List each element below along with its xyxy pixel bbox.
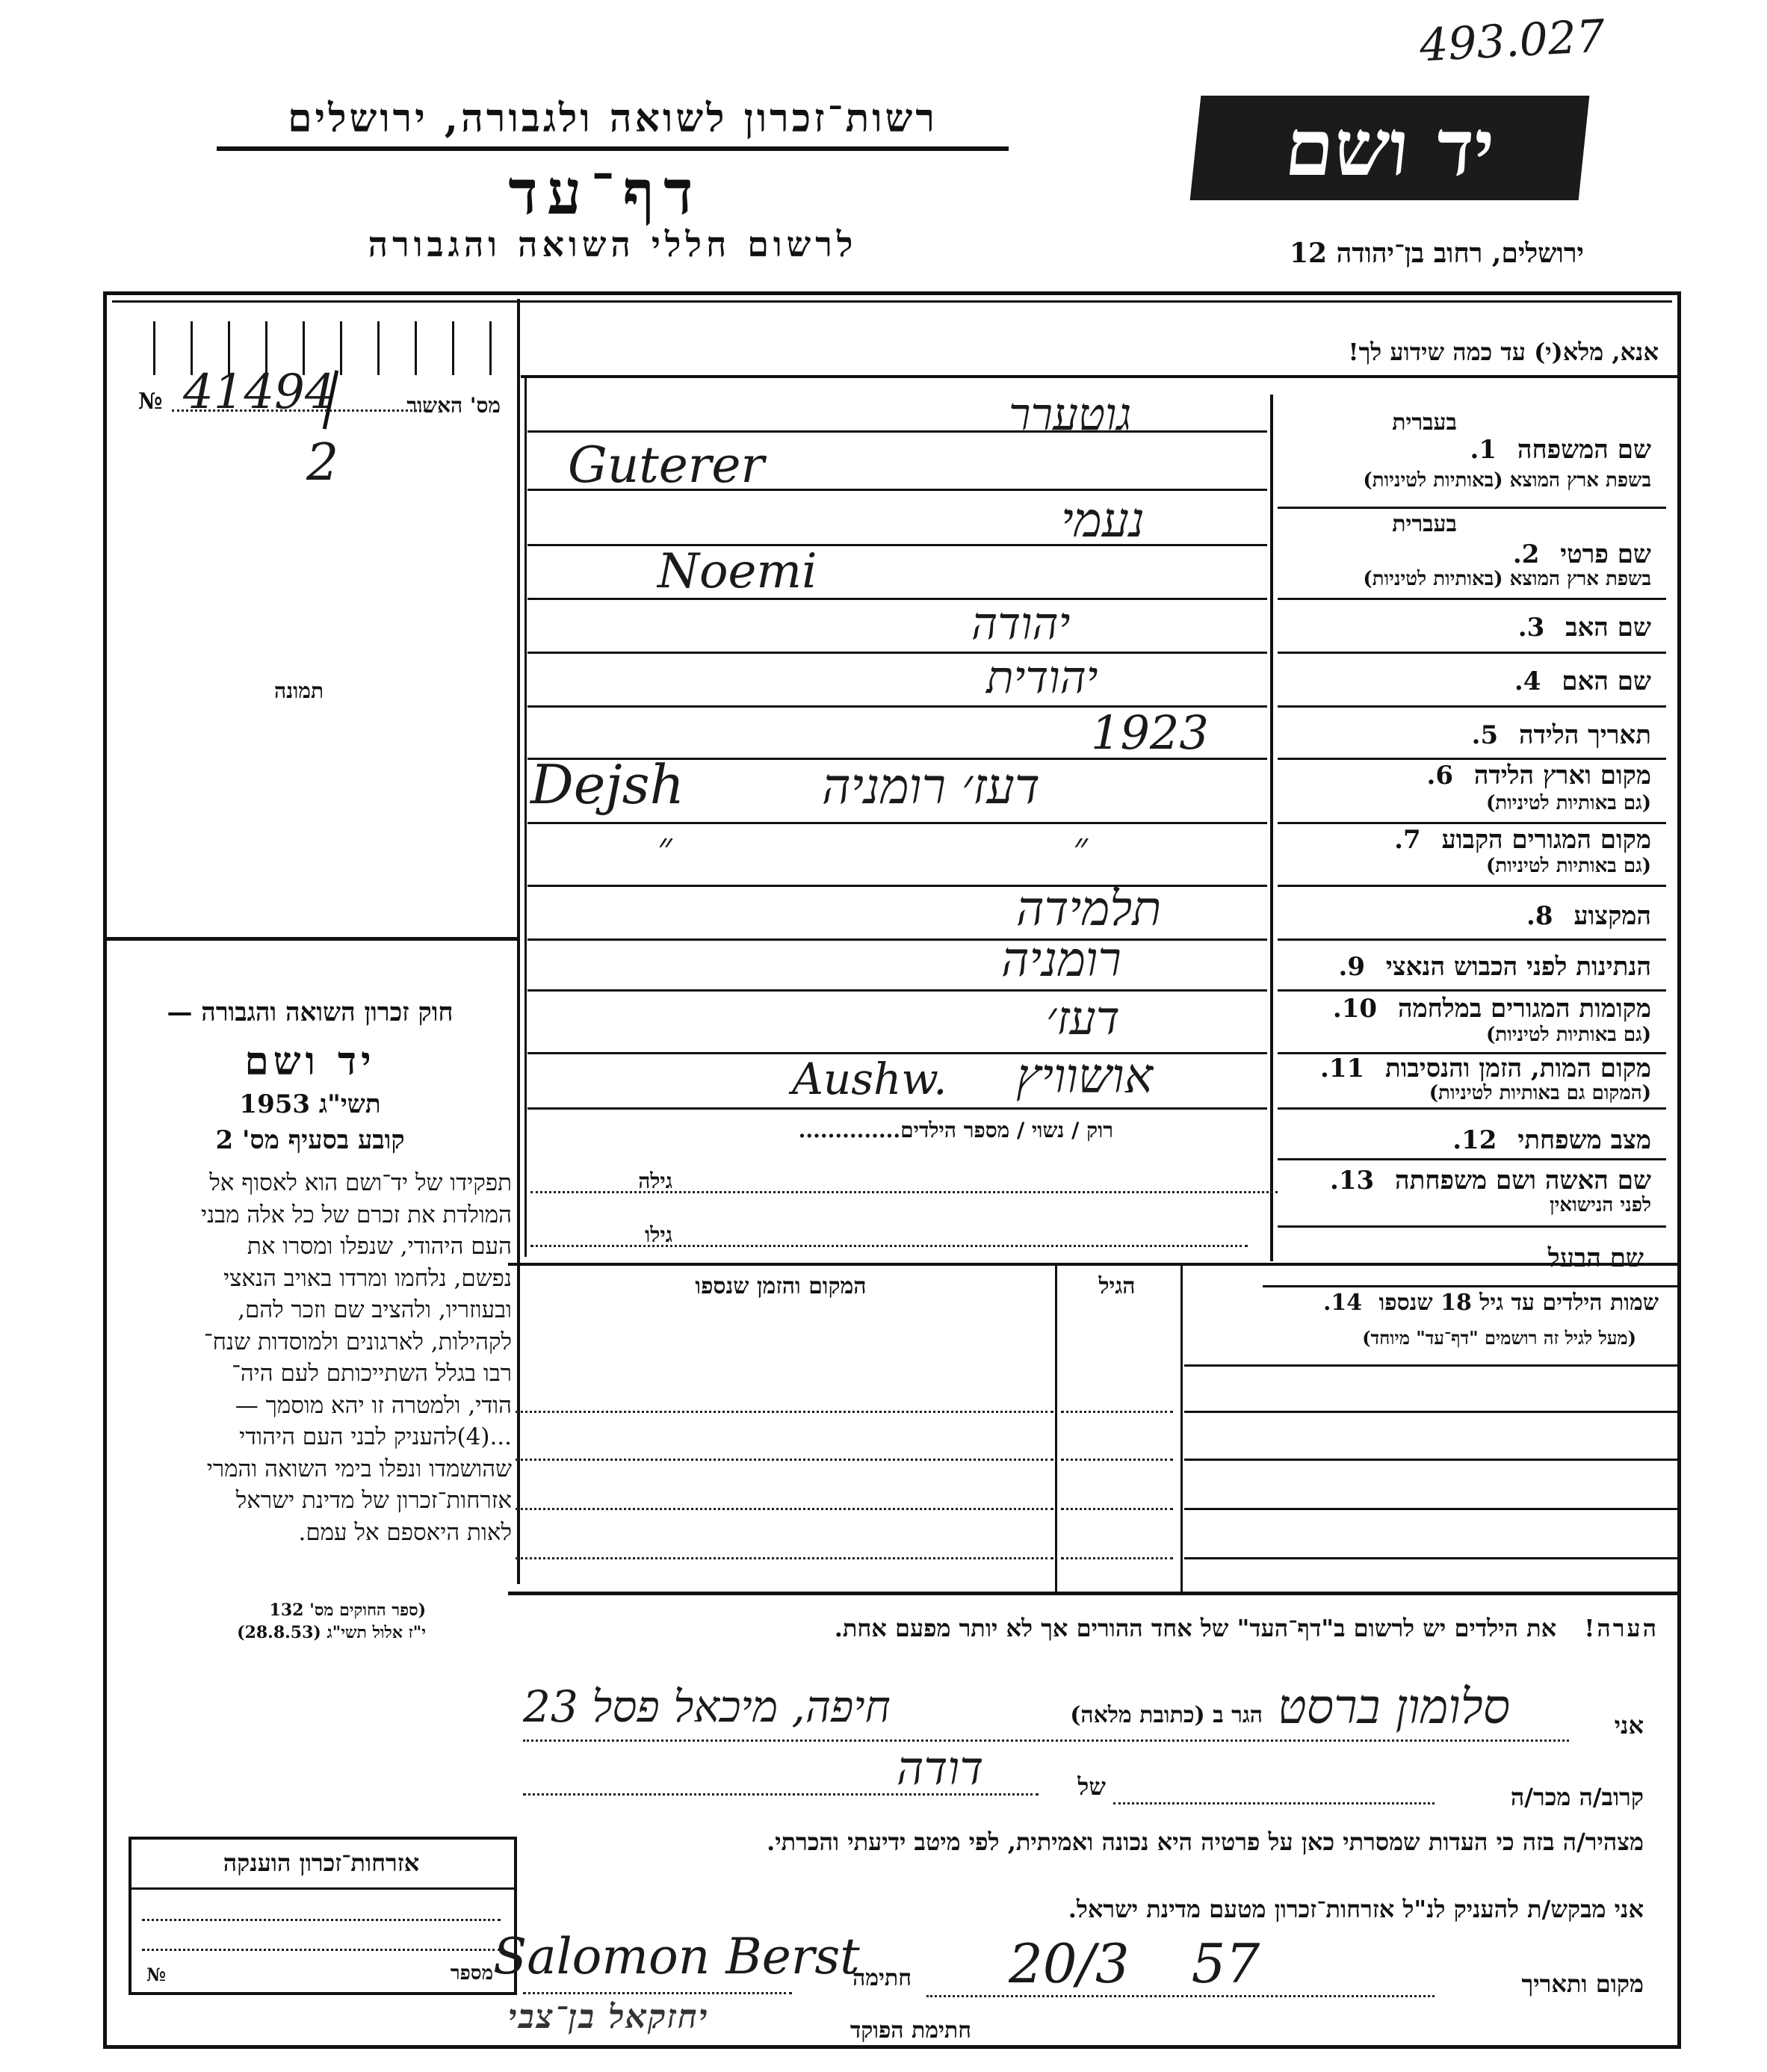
decl-ani: אני — [1614, 1711, 1644, 1739]
field-1-label-text: שם המשפחה — [1517, 435, 1651, 465]
answer-line — [527, 822, 1267, 824]
field-8-label-text: המקצוע — [1573, 901, 1651, 931]
field-1-value-hebrew: גוטערר — [1009, 389, 1132, 441]
children-label — [1188, 1290, 1659, 1316]
answer-line — [527, 1107, 1267, 1110]
field-10-sub: (גם באותיות לטיניות) — [1485, 1024, 1651, 1046]
law-text-line: המולדת את זכרם של כל אלה מבני — [200, 1201, 512, 1228]
field-6-value: דעז׳ רומניה — [822, 758, 1040, 815]
field-6-label — [1278, 761, 1651, 791]
children-col-a — [1055, 1263, 1057, 1592]
field-7-label-text: מקום המגורים הקבוע — [1441, 825, 1651, 855]
law-title: חוק זכרון השואה והגבורה — — [167, 998, 454, 1027]
official-label: חתימת הפוקד — [850, 2017, 971, 2044]
law-text-line: לקהילות, לארגונים ולמוסדות שנח־ — [203, 1328, 512, 1355]
row-sep — [1278, 1225, 1666, 1228]
instructions-line — [521, 375, 1677, 378]
children-row-dots — [1061, 1459, 1173, 1461]
field-9-label — [1278, 952, 1651, 982]
approval-number-suffix: 2 — [306, 433, 339, 492]
row-sep — [1278, 598, 1666, 600]
answer-left-border — [524, 378, 527, 1257]
law-name: יד ושם — [244, 1039, 376, 1084]
row-sep — [1278, 507, 1666, 509]
citizenship-box-symbol: № — [146, 1964, 167, 1985]
decl-relation-value: דודה — [897, 1741, 984, 1796]
children-header-line — [1184, 1364, 1677, 1367]
law-text-line: תפקידו של יד־ושם הוא לאסוף אל — [209, 1169, 512, 1196]
law-reference-2: י"ז אלול תשי"ג (28.8.53) — [237, 1623, 426, 1642]
field-13-label — [1278, 1166, 1651, 1196]
field-2-value-hebrew: נעמי — [1061, 493, 1145, 548]
field-11-value-latin: Aushw. — [792, 1054, 947, 1104]
field-2-label-text: שם פרטי — [1560, 539, 1651, 569]
field-7-number: 7. — [1394, 825, 1421, 855]
field-2-label — [1278, 539, 1651, 569]
field-2-extra: בעברית — [1392, 511, 1457, 537]
tick-1 — [153, 321, 155, 375]
answer-line — [527, 430, 1267, 433]
children-row-dots — [516, 1508, 1053, 1510]
law-text-line: שהושמדו ונפלו בימי השואה והמרי — [206, 1455, 512, 1482]
law-text-line: רבו בגלל השתייכותם לעם היה־ — [231, 1360, 512, 1387]
husband-name-label: שם הבעל — [1547, 1243, 1644, 1273]
field-11-sub: (המקום גם באותיות לטיניות) — [1429, 1082, 1651, 1104]
field-11-label-text: מקום המות, הזמן והנסיבות — [1384, 1054, 1651, 1083]
field-1-extra: בעברית — [1392, 409, 1457, 436]
law-text-line: הודי, ולמטרה זו יהא מוסמך — — [235, 1391, 512, 1419]
field-12-options: רוק / נשוי / מספר הילדים.............. — [798, 1118, 1113, 1142]
field-13-sub: לפני הנישואין — [1549, 1194, 1651, 1216]
children-top — [508, 1263, 1677, 1266]
field-5-number: 5. — [1471, 720, 1499, 750]
field-8-label — [1278, 901, 1651, 931]
decl-line-3 — [926, 1995, 1435, 1997]
law-text-line: העם היהודי, שנפלו ומסרו את — [247, 1233, 512, 1260]
row-sep — [1278, 1158, 1666, 1160]
field-12-label — [1278, 1125, 1651, 1155]
decl-line-2b — [523, 1793, 1039, 1796]
frame-top-double — [112, 300, 1672, 303]
children-row-dots — [1061, 1411, 1173, 1413]
decl-name: סלומון ברסט — [1278, 1680, 1511, 1735]
answer-line — [527, 938, 1267, 941]
logo-text: יד ושם — [1281, 102, 1499, 194]
note-text: את הילדים יש לרשום ב"דף־העד" של אחד ההורים אך לא יותר מפעם אחת. — [834, 1614, 1557, 1642]
field-2-value-latin: Noemi — [657, 544, 817, 599]
field-13-label-text: שם האשה ושם משפחתה — [1395, 1166, 1651, 1196]
field-7-sub: (גם באותיות לטיניות) — [1485, 855, 1651, 877]
field-9-value: רומניה — [1001, 933, 1121, 988]
field-3-label — [1278, 613, 1651, 643]
number-symbol: № — [138, 389, 163, 415]
address: ירושלים, רחוב בן־יהודה 12 — [1289, 238, 1584, 269]
field-1-value-latin: Guterer — [568, 436, 764, 494]
field-11-number: 11. — [1319, 1054, 1365, 1083]
decl-signature-value: Salomon Berst — [493, 1928, 860, 1985]
field-5-label-text: תאריך הלידה — [1518, 720, 1651, 750]
children-row-line — [1184, 1459, 1677, 1461]
field-6-label-text: מקום וארץ הלידה — [1473, 761, 1651, 791]
tick-10 — [489, 321, 492, 375]
field-13-age-wife: גילה — [638, 1169, 672, 1193]
field-3-label-text: שם האב — [1565, 613, 1651, 643]
decl-request: אני מבקש/ת להעניק לנ"ל אזרחות־זכרון מטעם מדינת ישראל. — [1068, 1895, 1644, 1923]
citizenship-box-dots-2 — [142, 1949, 501, 1951]
instructions: אנא, מלא(י) עד כמה שידוע לך! — [1348, 338, 1659, 366]
field-6-value-latin: Dejsh — [530, 753, 684, 816]
children-row-dots — [1061, 1508, 1173, 1510]
field-10-label — [1278, 994, 1651, 1024]
children-row-line — [1184, 1508, 1677, 1510]
law-section: קובע בסעיף מס' 2 — [215, 1125, 405, 1155]
field-10-label-text: מקומות המגורים במלחמה — [1397, 994, 1651, 1024]
field-2-sub: בשפת ארץ המוצא (באותיות לטיניות) — [1363, 568, 1651, 590]
decl-of: של — [1077, 1772, 1106, 1801]
field-12-number: 12. — [1452, 1125, 1497, 1155]
field-1-label — [1278, 435, 1651, 465]
children-label-text: שמות הילדים עד גיל 18 שנספו — [1378, 1290, 1659, 1316]
children-row-dots — [516, 1557, 1053, 1559]
law-text-line: אזרחות־זכרון של מדינת ישראל — [235, 1487, 512, 1514]
field-4-number: 4. — [1514, 667, 1541, 696]
decl-relation: קרוב/ה מכר/ה — [1510, 1783, 1644, 1811]
children-row-dots — [1061, 1557, 1173, 1559]
law-reference-1: (ספר החוקים מס' 132 — [269, 1601, 426, 1620]
wife-dots — [530, 1191, 1278, 1193]
field-2-number: 2. — [1512, 539, 1540, 569]
decl-address: חיפה, מיכאל פסל 23 — [523, 1681, 891, 1732]
field-3-value: יהודה — [971, 598, 1071, 650]
field-6-number: 6. — [1426, 761, 1453, 791]
institution-line: רשות־זכרון לשואה ולגבורה, ירושלים — [288, 96, 938, 141]
note — [523, 1614, 1659, 1642]
field-8-number: 8. — [1526, 901, 1553, 931]
decl-signature-label: חתימה — [852, 1965, 912, 1991]
law-text-line: לאות היאספם אל עמם. — [298, 1518, 512, 1546]
decl-place-date-label: מקום ותאריך — [1521, 1970, 1644, 1998]
row-sep — [1278, 885, 1666, 887]
row-sep — [1278, 938, 1666, 941]
row-sep — [1278, 822, 1666, 824]
decl-line-2a — [1113, 1802, 1435, 1805]
field-11-label — [1278, 1054, 1651, 1083]
row-sep — [1278, 1107, 1666, 1110]
field-4-label — [1278, 667, 1651, 696]
field-4-value: יהודית — [986, 652, 1098, 704]
children-row-dots — [516, 1459, 1053, 1461]
husband-line — [1263, 1285, 1677, 1287]
decl-place-date-value: 20/3 57 — [1009, 1932, 1260, 1995]
field-7-value: ״ ״ — [657, 825, 1283, 870]
answer-line — [527, 652, 1267, 654]
decl-resides: הגר ב (כתובת מלאה) — [1070, 1702, 1263, 1728]
children-row-line — [1184, 1557, 1677, 1559]
law-text — [112, 1167, 512, 1548]
official-stamp: יחזקאל בן־צבי — [508, 1998, 709, 2036]
field-6-sub: (גם באותיות לטיניות) — [1485, 792, 1651, 814]
children-col-b — [1180, 1263, 1183, 1592]
citizenship-box-line-1 — [131, 1887, 514, 1890]
law-text-line: נפשם, נלחמו ומרדו באויב הנאצי — [223, 1264, 512, 1292]
citizenship-box-dots-1 — [142, 1919, 501, 1921]
children-row-line — [1184, 1411, 1677, 1413]
children-col-place: המקום והזמן שנספו — [695, 1273, 867, 1299]
approval-number-label: מס' האשור — [406, 393, 501, 418]
form-subtitle: לרשום חללי השואה והגבורה — [368, 224, 858, 265]
photo-label: תמונה — [273, 678, 324, 703]
tick-8 — [415, 321, 417, 375]
left-panel-divider — [517, 299, 520, 1584]
law-text-line: ובעוזריו, ולהציב שם וזכר להם, — [238, 1296, 512, 1323]
field-13-number: 13. — [1330, 1166, 1375, 1196]
field-8-value: תלמידה — [1016, 882, 1162, 937]
field-1-sub: בשפת ארץ המוצא (באותיות לטיניות) — [1363, 469, 1651, 492]
field-11-value: אושוויץ — [1016, 1049, 1153, 1104]
row-sep — [1278, 652, 1666, 654]
field-1-number: 1. — [1470, 435, 1497, 465]
yad-vashem-logo — [1190, 96, 1590, 200]
archive-number: 493.027 — [1418, 10, 1606, 72]
row-sep — [1278, 705, 1666, 708]
field-13-age-husband: גילו — [645, 1222, 672, 1247]
tick-6 — [340, 321, 342, 375]
children-sub: (מעל לגיל זה רושמים "דף־עד" מיוחד) — [1362, 1327, 1636, 1349]
citizenship-box-title: אזרחות־זכרון הוענקה — [223, 1849, 420, 1877]
approval-number-value: 41494 — [183, 365, 335, 420]
decl-line-1 — [523, 1739, 1569, 1742]
citizenship-box-number-label: מספר — [450, 1962, 493, 1985]
answer-line — [527, 598, 1267, 600]
field-7-label — [1278, 825, 1651, 855]
field-5-label — [1278, 720, 1651, 750]
field-4-label-text: שם האם — [1562, 667, 1651, 696]
law-text-line: ...(4)להעניק לבני העם היהודי — [239, 1423, 512, 1450]
field-5-value: 1923 — [1091, 705, 1209, 760]
answer-line — [527, 544, 1267, 546]
children-col-age: הגיל — [1098, 1273, 1136, 1299]
field-12-label-text: מצב משפחתי — [1517, 1125, 1651, 1155]
approval-number-dots — [172, 409, 426, 412]
photo-bottom-line — [107, 937, 517, 941]
tick-7 — [377, 321, 380, 375]
husband-dots — [530, 1245, 1248, 1247]
answer-line — [527, 989, 1267, 992]
row-sep — [1278, 758, 1666, 760]
children-bottom — [508, 1592, 1677, 1595]
field-10-number: 10. — [1332, 994, 1378, 1024]
institution-underline — [217, 146, 1009, 151]
row-sep — [1278, 989, 1666, 992]
field-10-value: דעז׳ — [1046, 991, 1120, 1045]
field-9-number: 9. — [1338, 952, 1366, 982]
tick-9 — [452, 321, 454, 375]
field-3-number: 3. — [1517, 613, 1545, 643]
law-year: תשי"ג 1953 — [239, 1089, 381, 1119]
form-title: דף־עד — [508, 157, 702, 229]
note-label: הערה! — [1584, 1614, 1659, 1642]
decl-line-4 — [523, 1992, 792, 1994]
field-9-label-text: הנתינות לפני הכבוש הנאצי — [1385, 952, 1651, 982]
children-number: 14. — [1322, 1290, 1363, 1316]
children-row-dots — [516, 1411, 1053, 1413]
decl-statement: מצהיר/ה בזה כי העדות שמסרתי כאן על פרטיה היא נכונה ואמיתית, לפי מיטב ידיעתי והכרתי. — [767, 1828, 1644, 1856]
